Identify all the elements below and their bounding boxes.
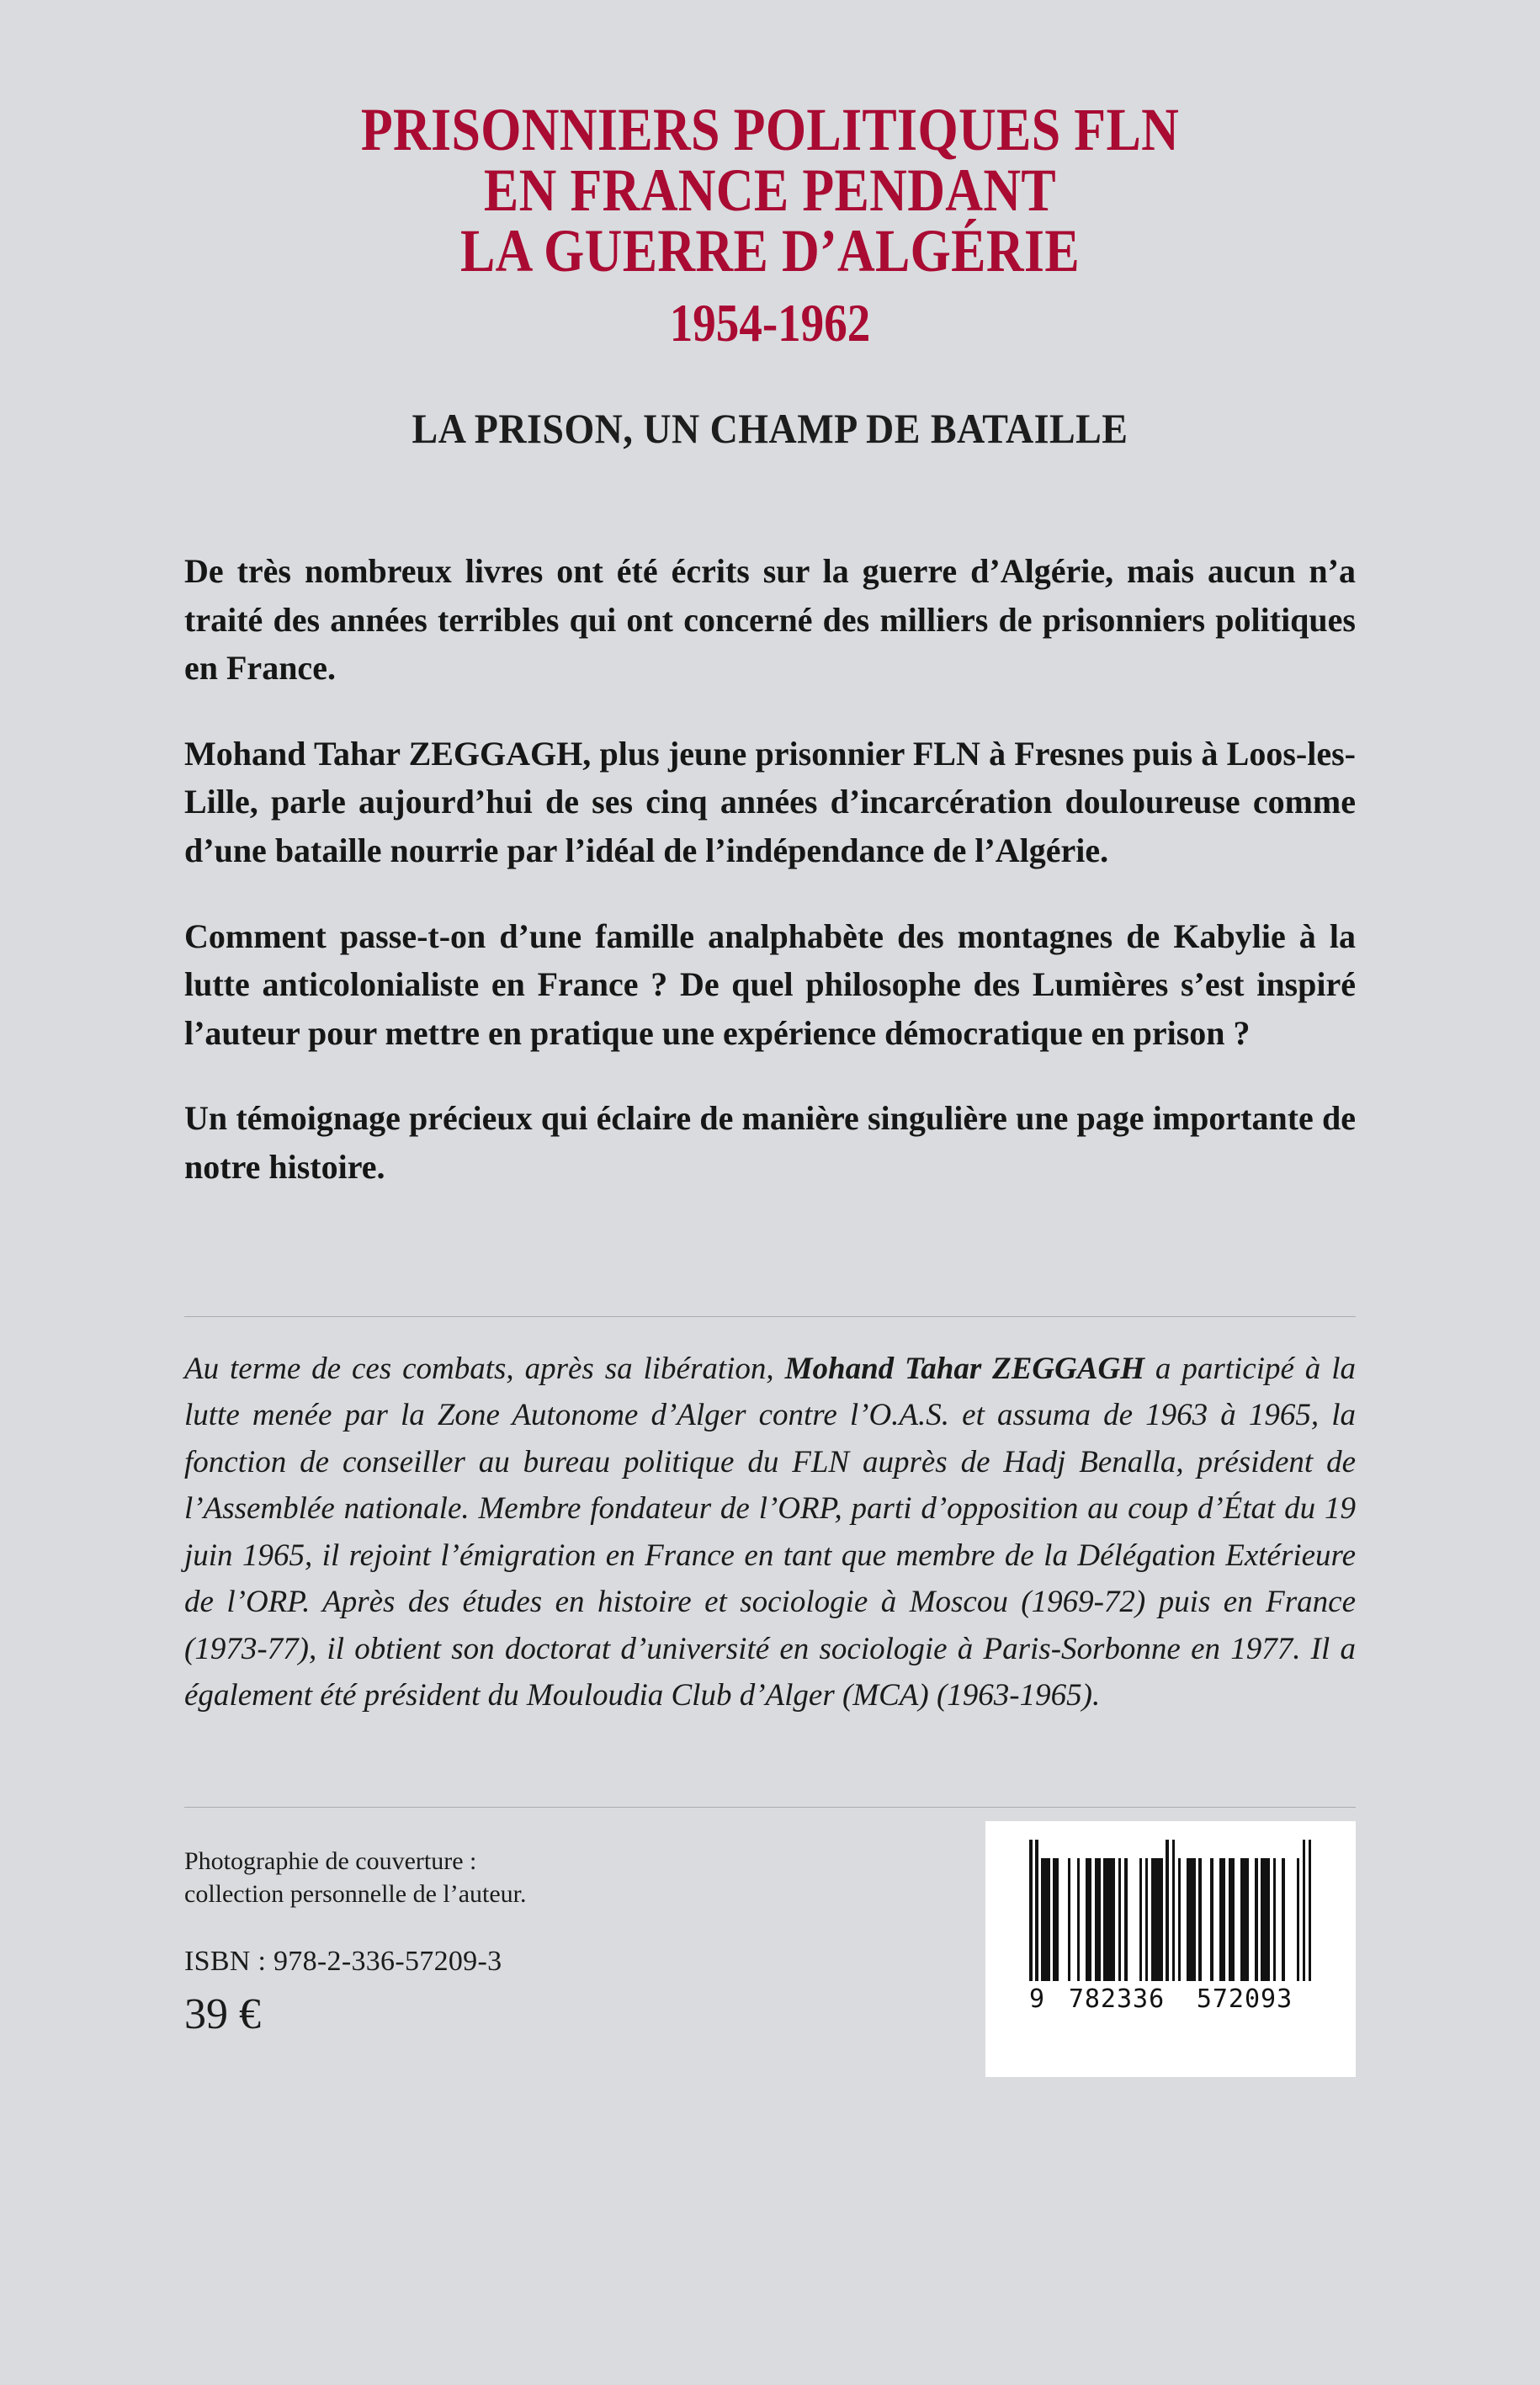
cover-photo-credit-line-1: Photographie de couverture : xyxy=(184,1846,477,1875)
barcode-digits-right: 572093 xyxy=(1196,1984,1293,2014)
barcode-digits xyxy=(1029,1984,1312,2014)
isbn: ISBN : 978-2-336-57209-3 xyxy=(184,1945,502,1977)
divider-above-biography xyxy=(184,1316,1356,1317)
footer xyxy=(184,1845,1356,2097)
cover-photo-credit-line-2: collection personnelle de l’auteur. xyxy=(184,1879,527,1908)
bio-text-after-name: a participé à la lutte menée par la Zone Autonome d’Alger contre l’O.A.S. et assuma de 1963 à 1965, la fonction de conseiller au bureau politique du FLN auprès de Hadj Benalla, président de l’Assemblée nationale. Membre fondateur de l’ORP, parti d’opposition au coup d’État du 19 juin 1965, il rejoint l’émigration en France en tant que membre de la Délégation Extérieure de l’ORP. Après des études en histoire et sociologie à Moscou (1969-72) puis en France (1973-77), il obtient son doctorat d’université en sociologie à Paris-Sorbonne en 1977. Il a également été président du Mouloudia Club d’Alger (MCA) (1963-1965). xyxy=(184,1351,1356,1713)
title-years: 1954-1962 xyxy=(669,293,871,353)
barcode-inner xyxy=(1029,1858,1312,2014)
barcode-digit-left: 9 xyxy=(1029,1984,1046,2014)
title-block xyxy=(0,0,1540,453)
cover-photo-credit xyxy=(184,1845,858,1910)
subtitle: LA PRISON, UN CHAMP DE BATAILLE xyxy=(412,405,1128,452)
bio-text-before-name: Au terme de ces combats, après sa libération, xyxy=(184,1351,785,1386)
barcode-digits-mid: 782336 xyxy=(1068,1984,1166,2014)
blurb-paragraph: De très nombreux livres ont été écrits sur la guerre d’Algérie, mais aucun n’a traité des années terribles qui ont concerné des milliers de prisonniers politiques en France. xyxy=(184,552,1356,688)
barcode-bars xyxy=(1029,1858,1312,1981)
divider-above-footer xyxy=(184,1807,1356,1808)
barcode xyxy=(985,1821,1356,2077)
title-line-3: LA GUERRE D’ALGÉRIE xyxy=(460,217,1080,284)
blurb-paragraph: Comment passe-t-on d’une famille analphabète des montagnes de Kabylie à la lutte anticolonialiste en France ? De quel philosophe des Lumières s’est inspiré l’auteur pour mettre en pratique une expérience démocratique en prison ? xyxy=(184,916,1356,1052)
blurb-paragraph: Un témoignage précieux qui éclaire de manière singulière une page importante de notre histoire. xyxy=(184,1099,1356,1186)
bio-author-name: Mohand Tahar ZEGGAGH xyxy=(784,1351,1145,1386)
blurb-paragraph: Mohand Tahar ZEGGAGH, plus jeune prisonnier FLN à Fresnes puis à Loos-les-Lille, parle aujourd’hui de ses cinq années d’incarcération douloureuse comme d’une bataille nourrie par l’idéal de l’indépendance de l’Algérie. xyxy=(184,734,1356,869)
title-line-1: PRISONNIERS POLITIQUES FLN xyxy=(360,96,1180,163)
price: 39 € xyxy=(184,1989,261,2038)
title-line-2: EN FRANCE PENDANT xyxy=(483,157,1057,224)
author-biography xyxy=(184,1346,1356,1719)
blurb xyxy=(184,547,1356,1192)
footer-left xyxy=(184,1845,858,2039)
